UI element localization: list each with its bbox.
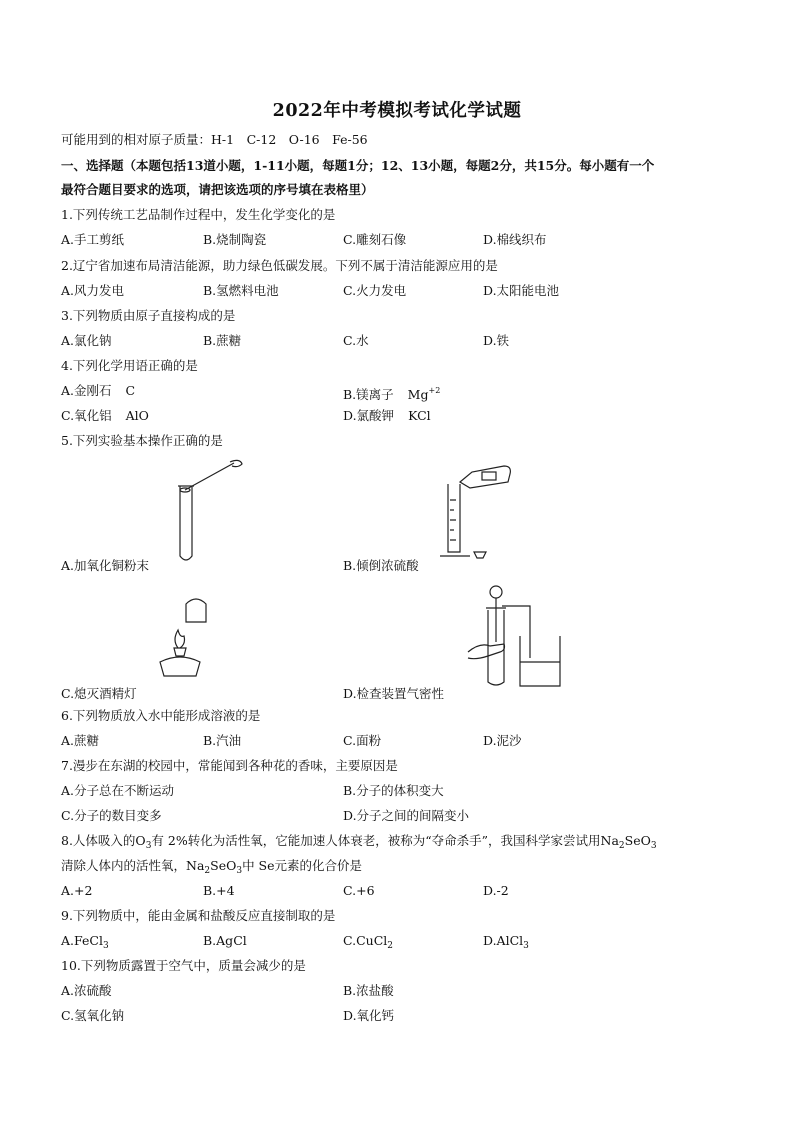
q8-line1-a: 8.人体吸入的O: [61, 833, 146, 848]
q4-stem: 4.下列化学用语正确的是: [61, 358, 198, 373]
q3-option-a: A.氯化钠: [61, 333, 112, 348]
lamp-body: [160, 657, 200, 676]
q2-stem: 2.辽宁省加速布局清洁能源，助力绿色低碳发展。下列不属于清洁能源应用的是: [61, 258, 498, 273]
hand: [468, 644, 505, 659]
q3-stem: 3.下列物质由原子直接构成的是: [61, 308, 236, 323]
q9-option-c-text: C.CuCl: [343, 933, 388, 948]
wick-holder: [174, 648, 186, 656]
q7-option-c: C.分子的数目变多: [61, 808, 162, 823]
q4-option-b-formula: Mg: [407, 387, 429, 402]
figure-alcohol-lamp: [150, 596, 240, 686]
q4-option-d-label: D.氯酸钾: [343, 408, 395, 423]
q1-option-b: B.烧制陶瓷: [203, 232, 267, 247]
q1-option-a: A.手工剪纸: [61, 232, 125, 247]
q4-option-a: [61, 382, 135, 400]
q4-option-b-charge: +2: [428, 386, 441, 395]
atomic-masses: 可能用到的相对原子质量：H-1 C-12 O-16 Fe-56: [61, 132, 368, 147]
q2-option-a: A.风力发电: [61, 283, 125, 298]
q1-stem: 1.下列传统工艺品制作过程中，发生化学变化的是: [61, 207, 336, 222]
q9-option-b: B.AgCl: [203, 933, 247, 948]
q4-option-b: [343, 382, 440, 404]
q9-option-c-sub: 2: [387, 941, 394, 951]
q9-option-a-text: A.FeCl: [61, 933, 103, 948]
test-tube-body: [180, 486, 192, 560]
stopper: [474, 552, 486, 558]
bottle: [460, 466, 510, 488]
q9-option-a-sub: 3: [102, 941, 109, 951]
q8-line1-sub3: 3: [650, 841, 657, 851]
q8-option-b: B.+4: [203, 883, 235, 898]
figure-airtightness-check: [460, 582, 570, 692]
q8-line1-b: 有 2%转化为活性氧，它能加速人体衰老，被称为“夺命杀手”，我国科学家尝试用Na: [151, 833, 619, 848]
q4-option-c-label: C.氧化铝: [61, 408, 112, 423]
q4-option-a-formula: C: [125, 383, 136, 398]
cylinder-body: [448, 484, 460, 552]
q9-option-d-text: D.AlCl: [483, 933, 524, 948]
q1-option-d: D.棉线织布: [483, 232, 547, 247]
powder-heap: [180, 488, 190, 492]
q8-line2-sub2: 3: [236, 866, 243, 876]
funnel-bulb: [490, 586, 502, 598]
q7-option-b: B.分子的体积变大: [343, 783, 444, 798]
q5-option-a: A.加氧化铜粉末: [61, 558, 150, 573]
q10-option-b: B.浓盐酸: [343, 983, 394, 998]
q8-line1-sub: 3: [145, 841, 152, 851]
q6-option-c: C.面粉: [343, 733, 382, 748]
q6-option-d: D.泥沙: [483, 733, 522, 748]
lamp-cap: [186, 599, 206, 622]
q4-option-d: [343, 407, 431, 425]
section-heading-line2: 最符合题目要求的选项，请把该选项的序号填在表格里）: [61, 182, 374, 197]
q7-option-a: A.分子总在不断运动: [61, 783, 175, 798]
q8-line2-b: SeO: [210, 858, 237, 873]
q9-stem: 9.下列物质中，能由金属和盐酸反应直接制取的是: [61, 908, 336, 923]
spatula-handle: [185, 463, 234, 490]
q6-option-b: B.汽油: [203, 733, 242, 748]
q3-option-d: D.铁: [483, 333, 510, 348]
q6-stem: 6.下列物质放入水中能形成溶液的是: [61, 708, 261, 723]
figure-graduated-cylinder-pour: [430, 460, 520, 570]
q1-option-c: C.雕刻石像: [343, 232, 407, 247]
q9-option-a: [61, 932, 109, 955]
section-heading-line1: 一、选择题（本题包括13道小题，1-11小题，每题1分；12、13小题，每题2分，共15分。每小题有一个: [61, 158, 655, 173]
q2-option-c: C.火力发电: [343, 283, 407, 298]
q8-line2-sub: 2: [204, 866, 211, 876]
delivery-tube: [502, 606, 530, 658]
q9-option-c: [343, 932, 393, 955]
exam-title: 2022年中考模拟考试化学试题: [272, 101, 522, 121]
q4-option-b-label: B.镁离子: [343, 387, 394, 402]
q4-option-c: [61, 407, 149, 425]
q5-option-c: C.熄灭酒精灯: [61, 686, 137, 701]
cylinder-scale: [450, 500, 456, 540]
bottle-label: [482, 472, 496, 480]
q4-option-a-label: A.金刚石: [61, 383, 112, 398]
q10-option-c: C.氢氧化钠: [61, 1008, 125, 1023]
q8-line2-a: 清除人体内的活性氧，Na: [61, 858, 205, 873]
q8-option-d: D.-2: [483, 883, 509, 898]
q8-line1-c: SeO: [624, 833, 651, 848]
q2-option-d: D.太阳能电池: [483, 283, 560, 298]
q9-option-d-sub: 3: [523, 941, 529, 951]
q3-option-c: C.水: [343, 333, 369, 348]
q8-line1-sub2: 2: [618, 841, 625, 851]
q7-stem: 7.漫步在东湖的校园中，常能闻到各种花的香味，主要原因是: [61, 758, 398, 773]
q6-option-a: A.蔗糖: [61, 733, 100, 748]
q5-stem: 5.下列实验基本操作正确的是: [61, 433, 223, 448]
q3-option-b: B.蔗糖: [203, 333, 242, 348]
q5-option-b: B.倾倒浓硫酸: [343, 558, 419, 573]
q8-line2-c: 中 Se元素的化合价是: [242, 858, 363, 873]
q5-option-d: D.检查装置气密性: [343, 686, 445, 701]
q7-option-d: D.分子之间的间隔变小: [343, 808, 470, 823]
flame: [175, 630, 185, 648]
q9-option-d: [483, 932, 529, 955]
q10-stem: 10.下列物质露置于空气中，质量会减少的是: [61, 958, 306, 973]
q4-option-d-formula: KCl: [408, 408, 431, 423]
q8-option-a: A.+2: [61, 883, 93, 898]
q8-stem-line2: [61, 857, 362, 880]
figure-test-tube-spatula: [170, 458, 250, 568]
q4-option-c-formula: AlO: [125, 408, 149, 423]
q10-option-d: D.氧化钙: [343, 1008, 395, 1023]
q10-option-a: A.浓硫酸: [61, 983, 112, 998]
q2-option-b: B.氢燃料电池: [203, 283, 279, 298]
beaker: [520, 636, 560, 686]
q8-option-c: C.+6: [343, 883, 375, 898]
q8-stem-line1: [61, 832, 657, 855]
